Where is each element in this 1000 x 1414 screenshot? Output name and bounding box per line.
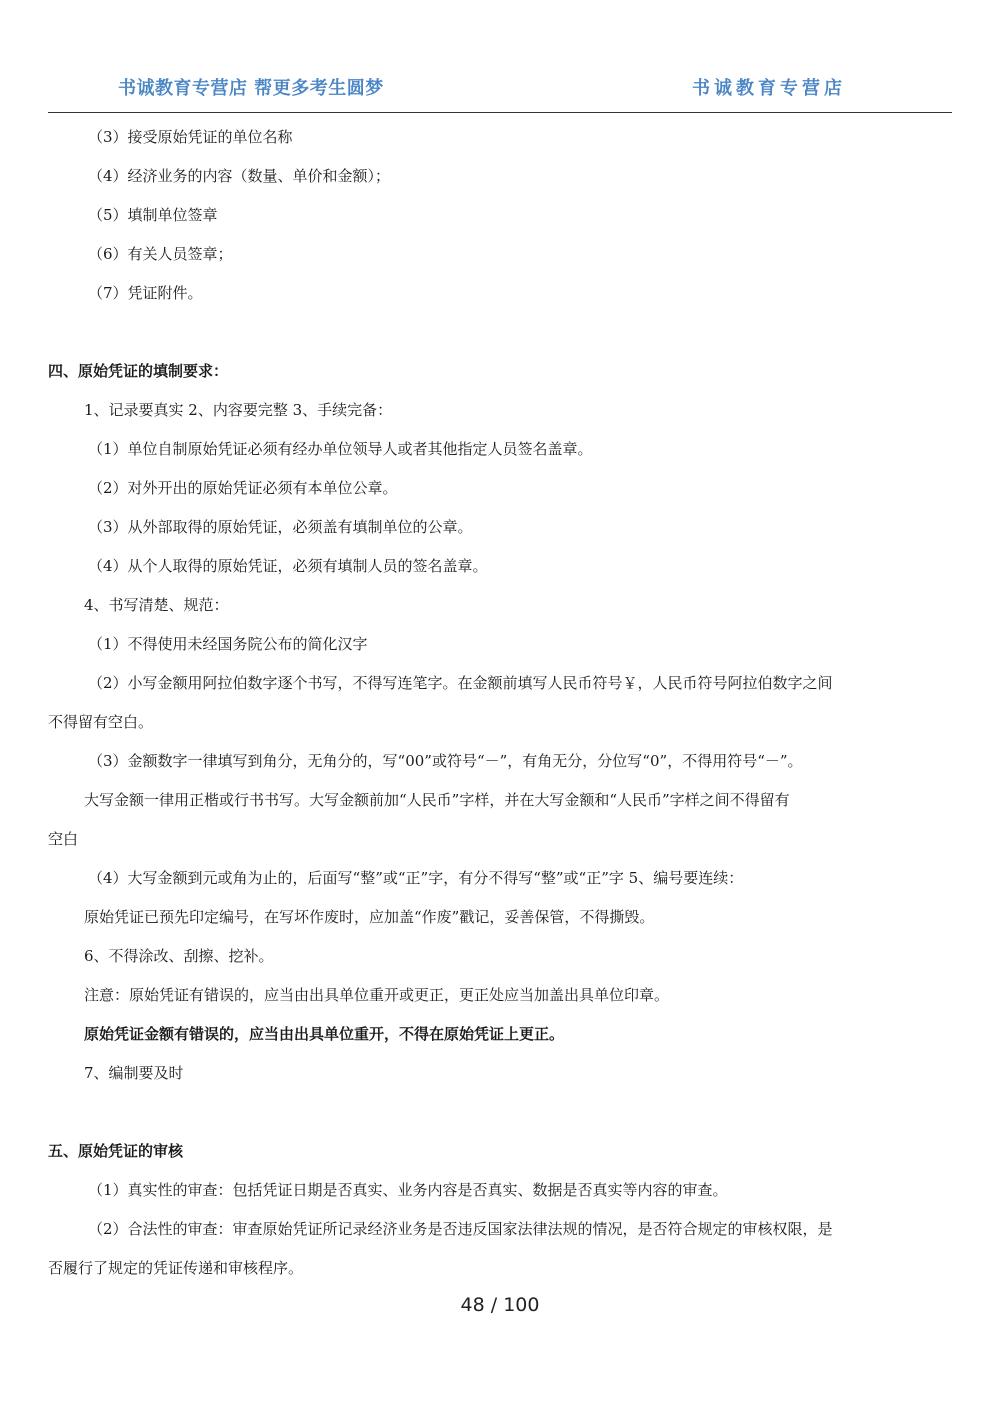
paragraph: 原始凭证已预先印定编号，在写坏作废时，应加盖“作废”戳记，妥善保管，不得撕毁。 — [84, 908, 655, 926]
page-header — [48, 62, 952, 113]
paragraph: （1）单位自制原始凭证必须有经办单位领导人或者其他指定人员签名盖章。 — [88, 440, 593, 458]
paragraph: （5）填制单位签章 — [88, 206, 218, 224]
page-number — [0, 1294, 1000, 1316]
total-pages: 100 — [503, 1294, 540, 1316]
paragraph: （2）合法性的审查：审查原始凭证所记录经济业务是否违反国家法律法规的情况，是否符合规定的审核权限，是 — [88, 1220, 833, 1238]
section-heading: 四、原始凭证的填制要求： — [48, 362, 229, 380]
paragraph: （3）从外部取得的原始凭证，必须盖有填制单位的公章。 — [88, 518, 473, 536]
document-body — [48, 118, 952, 1288]
emphasis-note: 原始凭证金额有错误的，应当由出具单位重开，不得在原始凭证上更正。 — [84, 1025, 565, 1043]
header-store-name: 书诚教育专营店 — [692, 78, 846, 99]
paragraph-continuation: 否履行了规定的凭证传递和审核程序。 — [48, 1259, 304, 1277]
section-heading: 五、原始凭证的审核 — [48, 1142, 184, 1160]
paragraph: 1、记录要真实 2、内容要完整 3、手续完备： — [84, 401, 393, 419]
current-page: 48 — [460, 1294, 485, 1316]
paragraph: （4）从个人取得的原始凭证，必须有填制人员的签名盖章。 — [88, 557, 488, 575]
paragraph: 4、书写清楚、规范： — [84, 596, 229, 614]
paragraph: （6）有关人员签章； — [88, 245, 233, 263]
paragraph: 7、编制要及时 — [84, 1064, 184, 1082]
page-separator: / — [490, 1294, 498, 1316]
paragraph: 6、不得涂改、刮擦、挖补。 — [84, 947, 274, 965]
paragraph: （7）凭证附件。 — [88, 284, 203, 302]
paragraph: （1）不得使用未经国务院公布的简化汉字 — [88, 635, 368, 653]
paragraph: 注意：原始凭证有错误的，应当由出具单位重开或更正，更正处应当加盖出具单位印章。 — [84, 986, 670, 1004]
paragraph: （3）接受原始凭证的单位名称 — [88, 128, 293, 146]
paragraph: （4）大写金额到元或角为止的，后面写“整”或“正”字，有分不得写“整”或“正”字 5、编号要连续： — [88, 869, 744, 887]
paragraph: （4）经济业务的内容（数量、单价和金额）； — [88, 167, 391, 185]
paragraph: （2）小写金额用阿拉伯数字逐个书写，不得写连笔字。在金额前填写人民币符号￥，人民币符号阿拉伯数字之间 — [88, 674, 833, 692]
header-slogan: 书诚教育专营店 帮更多考生圆梦 — [118, 78, 384, 99]
paragraph-continuation: 不得留有空白。 — [48, 713, 154, 731]
paragraph-continuation: 空白 — [48, 830, 79, 848]
paragraph: （1）真实性的审查：包括凭证日期是否真实、业务内容是否真实、数据是否真实等内容的审查。 — [88, 1181, 728, 1199]
paragraph: （2）对外开出的原始凭证必须有本单位公章。 — [88, 479, 398, 497]
paragraph: 大写金额一律用正楷或行书书写。大写金额前加“人民币”字样，并在大写金额和“人民币”字样之间不得留有 — [84, 791, 790, 809]
paragraph: （3）金额数字一律填写到角分，无角分的，写“00”或符号“－”，有角无分，分位写“0”，不得用符号“－”。 — [88, 752, 803, 770]
